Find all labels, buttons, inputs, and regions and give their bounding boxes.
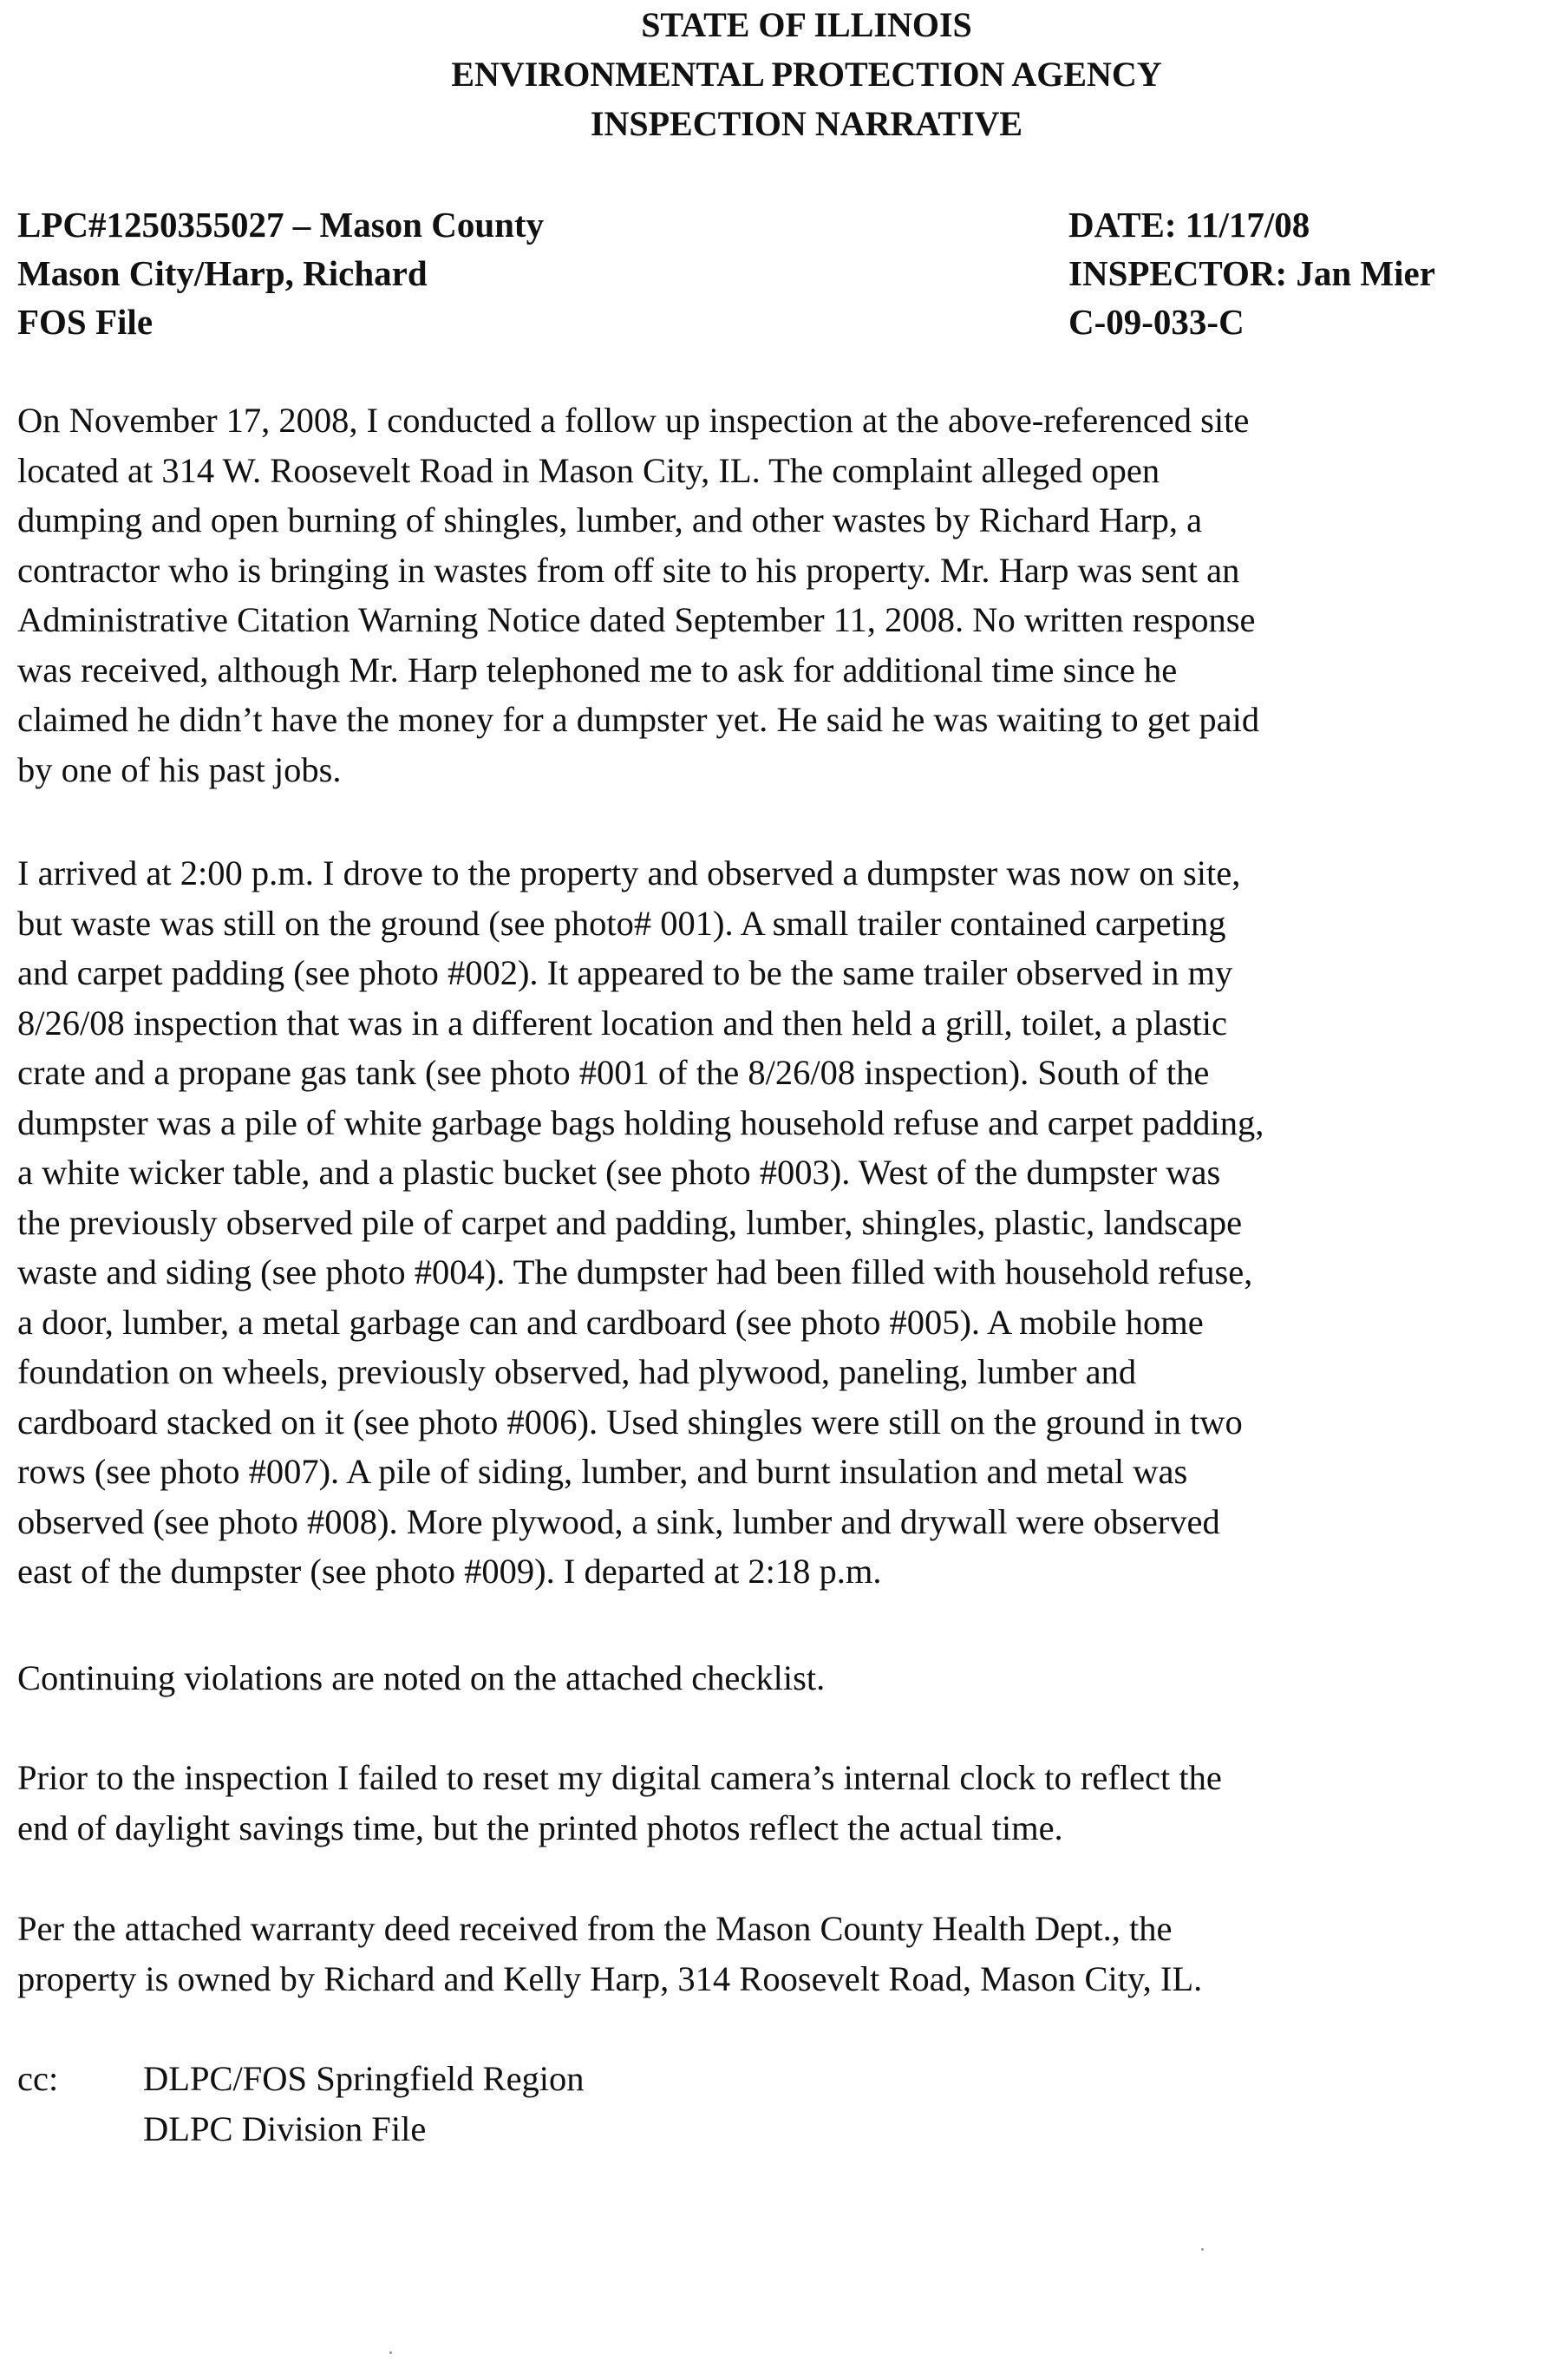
title-agency: ENVIRONMENTAL PROTECTION AGENCY bbox=[451, 55, 1162, 94]
text-line: claimed he didn’t have the money for a dumpster yet. He said he was waiting to get paid bbox=[17, 700, 1260, 739]
case-info bbox=[17, 200, 544, 346]
file-type: FOS File bbox=[17, 302, 154, 342]
cc-recipient: DLPC Division File bbox=[143, 2109, 427, 2148]
text-line: Prior to the inspection I failed to reset my digital camera’s internal clock to reflect the bbox=[17, 1758, 1222, 1797]
text-line: a white wicker table, and a plastic bucket (see photo #003). West of the dumpster was bbox=[17, 1153, 1221, 1192]
text-line: located at 314 W. Roosevelt Road in Mason City, IL. The complaint alleged open bbox=[17, 450, 1160, 490]
document-title bbox=[0, 0, 1568, 148]
site-name: Mason City/Harp, Richard bbox=[17, 253, 428, 293]
cc-recipient: DLPC/FOS Springfield Region bbox=[143, 2059, 585, 2098]
scan-speck bbox=[1201, 2248, 1204, 2251]
text-line: I arrived at 2:00 p.m. I drove to the property and observed a dumpster was now on site, bbox=[17, 853, 1241, 892]
text-line: property is owned by Richard and Kelly Harp, 314 Roosevelt Road, Mason City, IL. bbox=[17, 1958, 1203, 1998]
inspector-name: INSPECTOR: Jan Mier bbox=[1068, 253, 1435, 293]
text-line: by one of his past jobs. bbox=[17, 749, 342, 789]
text-line: Per the attached warranty deed received from the Mason County Health Dept., the bbox=[17, 1909, 1173, 1948]
case-code: C-09-033-C bbox=[1068, 302, 1245, 342]
cc-label: cc: bbox=[17, 2059, 59, 2098]
lpc-number: LPC#1250355027 – Mason County bbox=[17, 205, 545, 245]
text-line: cardboard stacked on it (see photo #006). Used shingles were still on the ground in two bbox=[17, 1402, 1243, 1441]
title-narrative: INSPECTION NARRATIVE bbox=[590, 104, 1023, 143]
text-line: 8/26/08 inspection that was in a different location and then held a grill, toilet, a plastic bbox=[17, 1003, 1228, 1043]
text-line: Administrative Citation Warning Notice dated September 11, 2008. No written response bbox=[17, 600, 1256, 639]
inspection-date: DATE: 11/17/08 bbox=[1068, 205, 1310, 245]
paragraph-ownership bbox=[17, 1904, 1568, 2004]
text-line: the previously observed pile of carpet and padding, lumber, shingles, plastic, landscape bbox=[17, 1202, 1243, 1242]
text-line: Continuing violations are noted on the attached checklist. bbox=[17, 1658, 826, 1697]
text-line: east of the dumpster (see photo #009). I departed at 2:18 p.m. bbox=[17, 1552, 882, 1591]
inspection-info bbox=[1068, 200, 1435, 346]
paragraph-observations bbox=[17, 848, 1568, 1597]
text-line: observed (see photo #008). More plywood, a sink, lumber and drywall were observed bbox=[17, 1501, 1220, 1541]
cc-recipients bbox=[143, 2054, 585, 2154]
title-state: STATE OF ILLINOIS bbox=[641, 5, 972, 44]
text-line: end of daylight savings time, but the printed photos reflect the actual time. bbox=[17, 1808, 1063, 1847]
text-line: dumping and open burning of shingles, lumber, and other wastes by Richard Harp, a bbox=[17, 500, 1203, 539]
text-line: dumpster was a pile of white garbage bags holding household refuse and carpet padding, bbox=[17, 1102, 1264, 1142]
text-line: contractor who is bringing in wastes from off site to his property. Mr. Harp was sent an bbox=[17, 550, 1240, 590]
text-line: and carpet padding (see photo #002). It appeared to be the same trailer observed in my bbox=[17, 953, 1233, 992]
text-line: but waste was still on the ground (see photo# 001). A small trailer contained carpeting bbox=[17, 903, 1226, 943]
text-line: foundation on wheels, previously observed, had plywood, paneling, lumber and bbox=[17, 1352, 1137, 1391]
paragraph-background bbox=[17, 396, 1568, 794]
text-line: a door, lumber, a metal garbage can and cardboard (see photo #005). A mobile home bbox=[17, 1302, 1204, 1342]
paragraph-camera-note bbox=[17, 1753, 1568, 1853]
text-line: crate and a propane gas tank (see photo #001 of the 8/26/08 inspection). South of the bbox=[17, 1053, 1210, 1092]
paragraph-violations bbox=[17, 1653, 1568, 1703]
scan-speck bbox=[389, 2351, 392, 2354]
text-line: waste and siding (see photo #004). The dumpster had been filled with household refuse, bbox=[17, 1252, 1253, 1291]
text-line: was received, although Mr. Harp telephoned me to ask for additional time since he bbox=[17, 650, 1178, 690]
text-line: rows (see photo #007). A pile of siding, lumber, and burnt insulation and metal was bbox=[17, 1452, 1188, 1491]
text-line: On November 17, 2008, I conducted a follow up inspection at the above-referenced site bbox=[17, 401, 1250, 440]
